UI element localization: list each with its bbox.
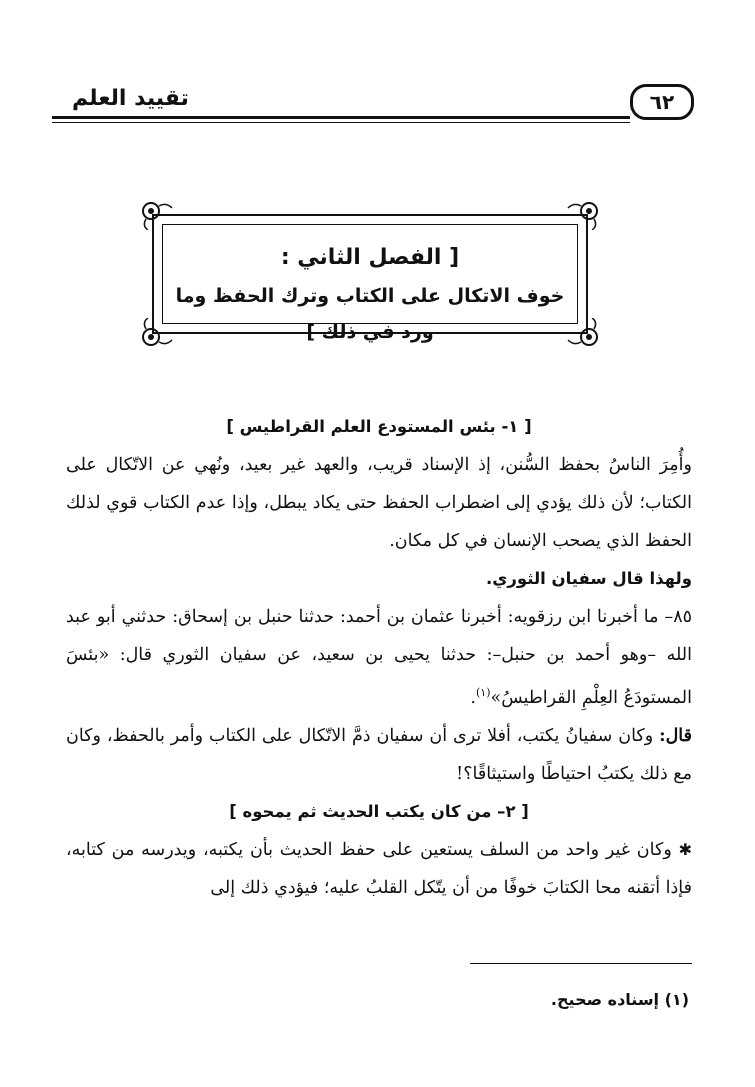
chapter-title-frame <box>140 200 600 348</box>
hadith-text: ٨٥– ما أخبرنا ابن رزقويه: أخبرنا عثمان بن أحمد: حدثنا حنبل بن إسحاق: حدثني أبو عبد الله –وهو أحمد بن حنبل–: حدثنا يحيى بن سعيد، عن سفيان الثوري قال: «بئسَ المستودَعُ العِلْمِ القراطيسُ» <box>66 607 692 708</box>
paragraph: وأُمِرَ الناسُ بحفظ السُّنن، إذ الإسناد قريب، والعهد غير بعيد، ونُهي عن الاتّكال على الكتاب؛ لأن ذلك يؤدي إلى اضطراب الحفظ حتى يكاد يبطل، وإذا عدم الكتاب قوي لذلك الحفظ الذي يصحب الإنسان في كل مكان. <box>66 455 692 551</box>
paragraph <box>66 831 692 907</box>
main-text <box>66 408 692 907</box>
chapter-label: [ الفصل الثاني : <box>280 245 460 270</box>
paragraph-bold: ولهذا قال سفيان الثوري. <box>485 569 692 588</box>
chapter-title: خوف الاتكال على الكتاب وترك الحفظ وما ورد في ذلك ] <box>175 285 565 343</box>
footnote: (١) إسناده صحيح. <box>550 990 689 1009</box>
page-number: ٦٢ <box>630 84 694 120</box>
running-title: تقييد العلم <box>72 86 189 111</box>
hadith-paragraph: ٨٥– ما أخبرنا ابن رزقويه: أخبرنا عثمان بن أحمد: حدثنا حنبل بن إسحاق: حدثني أبو عبد الله –وهو أحمد بن حنبل–: حدثنا يحيى بن سعيد، عن سفيان الثوري قال: «بئسَ المستودَعُ العِلْمِ القراطيسُ»$^{(١)}$. <box>66 607 692 708</box>
paragraph <box>66 717 692 793</box>
ornament-corner-icon <box>566 200 600 230</box>
ornament-corner-icon <box>140 200 174 230</box>
section-heading-1: [ ١- بئس المستودع العلم القراطيس ] <box>226 417 532 436</box>
footnote-ref: (١) <box>476 686 491 699</box>
paragraph-text: وكان غير واحد من السلف يستعين على حفظ الحديث بأن يكتبه، ويدرسه من كتابه، فإذا أتقنه محا الكتابَ خوفًا من أن يتّكل القلبُ عليه؛ فيؤدي ذلك إلى <box>66 839 692 898</box>
section-heading-2: [ ٢– من كان يكتب الحديث ثم يمحوه ] <box>229 801 529 821</box>
chapter-heading <box>164 238 576 350</box>
paragraph-text: وكان سفيانُ يكتب، أفلا ترى أن سفيان ذمَّ الاتّكال على الكتاب وأمر بالحفظ، وكان مع ذلك يكتبُ احتياطًا واستيثاقًا؟! <box>66 725 692 784</box>
paragraph-lead: قال: <box>659 725 692 746</box>
footnote-rule <box>470 963 692 964</box>
asterisk-icon: ✱ <box>678 839 692 859</box>
page-header <box>52 78 700 126</box>
header-rule-thin <box>52 122 630 123</box>
header-rule-thick <box>52 116 630 119</box>
